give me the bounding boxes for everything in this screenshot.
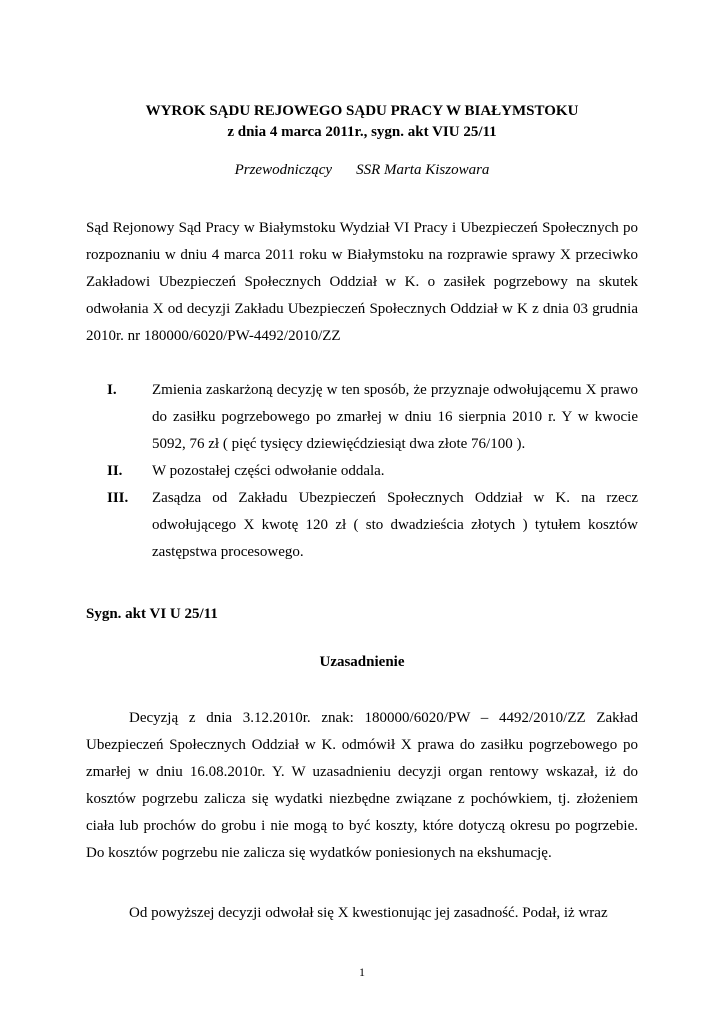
presiding-judge	[0, 162, 724, 179]
ruling-number: III.	[107, 490, 129, 506]
presiding-name: SSR Marta Kiszowara	[356, 162, 490, 178]
presiding-label: Przewodniczący	[234, 162, 333, 178]
ruling-text: W pozostałej części odwołanie oddala.	[152, 463, 385, 479]
ruling-item	[86, 377, 638, 458]
intro-paragraph: Sąd Rejonowy Sąd Pracy w Białymstoku Wydział VI Pracy i Ubezpieczeń Społecznych po rozpoznaniu w dniu 4 marca 2011 roku w Białymstoku na rozprawie sprawy X przeciwko Zakładowi Ubezpieczeń Społecznych Oddział w K. o zasiłek pogrzebowy na skutek odwołania X od decyzji Zakładu Ubezpieczeń Społecznych Oddział w K z dnia 03 grudnia 2010r. nr 180000/6020/PW-4492/2010/ZZ	[86, 220, 638, 344]
page-number: 1	[359, 965, 365, 979]
ruling-item	[86, 458, 638, 485]
ruling-number: II.	[107, 463, 123, 479]
body-paragraph: Od powyższej decyzji odwołał się X kwestionując jej zasadność. Podał, iż wraz	[129, 905, 608, 921]
body-paragraph: Decyzją z dnia 3.12.2010r. znak: 180000/6020/PW – 4492/2010/ZZ Zakład Ubezpieczeń Społecznych Oddział w K. odmówił X prawa do zasiłku pogrzebowego po zmarłej w dniu 16.08.2010r. Y. W uzasadnieniu decyzji organ rentowy wskazał, iż do kosztów pogrzebu zalicza się wydatki niezbędne związane z pochówkiem, tj. złożeniem ciała lub prochów do grobu i nie mogą to być koszty, które dotyczą okresu po pogrzebie. Do kosztów pogrzebu nie zalicza się wydatków poniesionych na ekshumację.	[86, 710, 638, 861]
judgment-title: WYROK SĄDU REJOWEGO SĄDU PRACY W BIAŁYMSTOKU	[145, 103, 579, 119]
ruling-text: Zasądza od Zakładu Ubezpieczeń Społecznych Oddział w K. na rzecz odwołującego X kwotę 120 zł ( sto dwadzieścia złotych ) tytułem kosztów zastępstwa procesowego.	[152, 490, 638, 560]
ruling-list	[86, 377, 638, 566]
ruling-item	[86, 485, 638, 566]
ruling-text: Zmienia zaskarżoną decyzję w ten sposób, że przyznaje odwołującemu X prawo do zasiłku pogrzebowego po zmarłej w dniu 16 sierpnia 2010 r. Y w kwocie 5092, 76 zł ( pięć tysięcy dziewięćdziesiąt dwa złote 76/100 ).	[152, 382, 638, 452]
case-number: Sygn. akt VI U 25/11	[86, 606, 218, 622]
judgment-date-line: z dnia 4 marca 2011r., sygn. akt VIU 25/11	[227, 124, 497, 140]
justification-heading: Uzasadnienie	[319, 654, 405, 670]
ruling-number: I.	[107, 382, 117, 398]
